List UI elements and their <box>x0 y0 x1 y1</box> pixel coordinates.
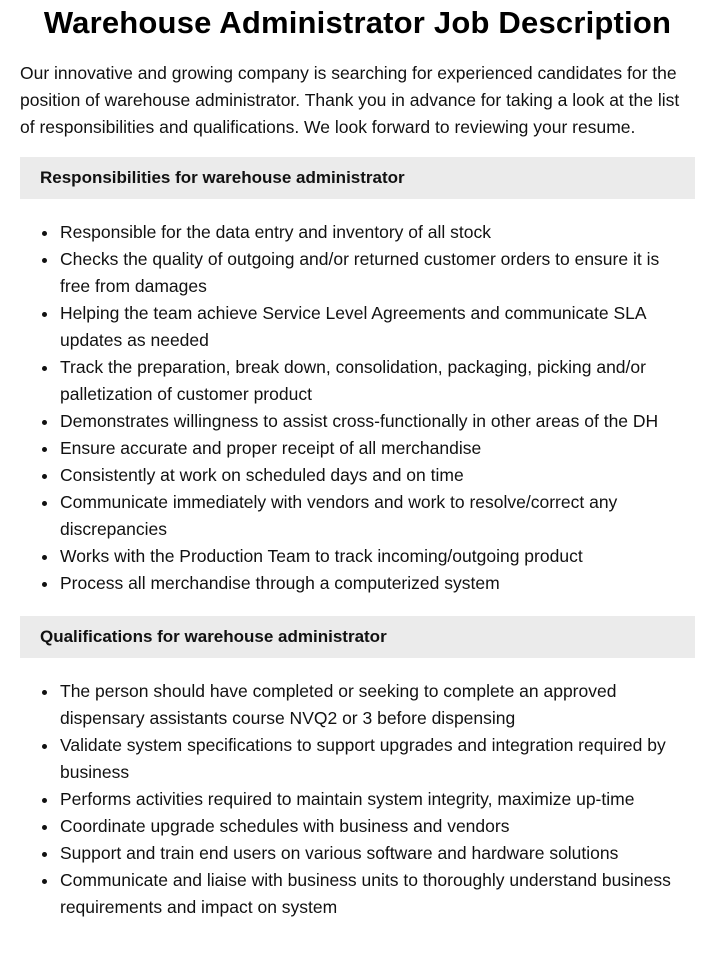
page-title: Warehouse Administrator Job Description <box>43 5 672 40</box>
list-item <box>60 462 695 489</box>
list-item-text: The person should have completed or seeking to complete an approved dispensary assistants course NVQ2 or 3 before dispensing <box>60 681 617 728</box>
responsibilities-heading: Responsibilities for warehouse administrator <box>20 157 695 199</box>
list-item-text: Track the preparation, break down, consolidation, packaging, picking and/or palletization of customer product <box>60 357 646 404</box>
bullet-icon <box>42 231 47 236</box>
list-item <box>60 408 695 435</box>
list-item-text: Performs activities required to maintain system integrity, maximize up-time <box>60 789 635 809</box>
list-item-text: Checks the quality of outgoing and/or returned customer orders to ensure it is free from damages <box>60 249 660 296</box>
list-item <box>60 867 695 921</box>
bullet-icon <box>42 312 47 317</box>
bullet-icon <box>42 420 47 425</box>
list-item-text: Communicate and liaise with business units to thoroughly understand business requirements and impact on system <box>60 870 671 917</box>
bullet-icon <box>42 825 47 830</box>
list-item <box>60 813 695 840</box>
list-item-text: Consistently at work on scheduled days and on time <box>60 465 464 485</box>
qualifications-list <box>20 678 695 921</box>
list-item-text: Support and train end users on various software and hardware solutions <box>60 843 619 863</box>
list-item-text: Responsible for the data entry and inventory of all stock <box>60 222 491 242</box>
responsibilities-list <box>20 219 695 597</box>
bullet-icon <box>42 555 47 560</box>
list-item <box>60 840 695 867</box>
bullet-icon <box>42 879 47 884</box>
list-item <box>60 678 695 732</box>
bullet-icon <box>42 798 47 803</box>
list-item-text: Communicate immediately with vendors and work to resolve/correct any discrepancies <box>60 492 618 539</box>
list-item <box>60 219 695 246</box>
list-item-text: Demonstrates willingness to assist cross-functionally in other areas of the DH <box>60 411 659 431</box>
bullet-icon <box>42 852 47 857</box>
bullet-icon <box>42 690 47 695</box>
list-item <box>60 489 695 543</box>
list-item-text: Ensure accurate and proper receipt of all merchandise <box>60 438 482 458</box>
list-item <box>60 732 695 786</box>
bullet-icon <box>42 447 47 452</box>
bullet-icon <box>42 582 47 587</box>
bullet-icon <box>42 366 47 371</box>
bullet-icon <box>42 501 47 506</box>
list-item <box>60 300 695 354</box>
list-item <box>60 246 695 300</box>
list-item-text: Validate system specifications to support upgrades and integration required by business <box>60 735 666 782</box>
intro-paragraph: Our innovative and growing company is searching for experienced candidates for the position of warehouse administrator. Thank you in advance for taking a look at the list of responsibilities and qualifications. We look forward to reviewing your resume. <box>20 63 680 137</box>
list-item-text: Helping the team achieve Service Level Agreements and communicate SLA updates as needed <box>60 303 646 350</box>
list-item-text: Works with the Production Team to track incoming/outgoing product <box>60 546 583 566</box>
list-item-text: Process all merchandise through a computerized system <box>60 573 500 593</box>
bullet-icon <box>42 744 47 749</box>
list-item <box>60 543 695 570</box>
list-item <box>60 570 695 597</box>
list-item <box>60 354 695 408</box>
list-item <box>60 786 695 813</box>
list-item <box>60 435 695 462</box>
bullet-icon <box>42 474 47 479</box>
list-item-text: Coordinate upgrade schedules with business and vendors <box>60 816 510 836</box>
qualifications-heading: Qualifications for warehouse administrator <box>20 616 695 658</box>
bullet-icon <box>42 258 47 263</box>
